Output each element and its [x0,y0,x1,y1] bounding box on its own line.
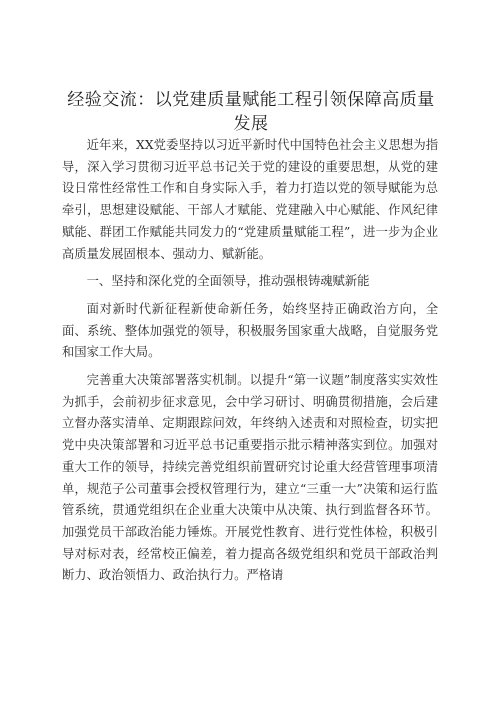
section-heading: 一、坚持和深化党的全面领导，推动强根铸魂赋新能 [86,274,370,289]
document-title: 经验交流：以党建质量赋能工程引领保障高质量发展 [67,90,435,134]
body-paragraph: 完善重大决策部署落实机制。以提升“第一议题”制度落实实效性为抓手，会前初步征求意见，会中学习研讨、明确贯彻措施，会后建立督办落实清单、定期跟踪问效，年终纳入述责和对照检查，切实把党中央决策部署和习近平总书记重要指示批示精神落实到位。加强对重大工作的领导，持续完善党组织前置研究讨论重大经营管理事项清单，规范子公司董事会授权管理行为，建立“三重一大”决策和运行监管系统，贯通党组织在企业重大决策中从决策、执行到监督各环节。加强党员干部政治能力锤炼。开展党性教育、进行党性体检，积极引导对标对表，经常校正偏差，着力提高各级党组织和党员干部政治判断力、政治领悟力、政治执行力。严格请 [62,373,438,583]
body-paragraph: 面对新时代新征程新使命新任务，始终坚持正确政治方向，全面、系统、整体加强党的领导，积极服务国家重大战略，自觉服务党和国家工作大局。 [62,301,438,360]
intro-paragraph: 近年来，XX党委坚持以习近平新时代中国特色社会主义思想为指导，深入学习贯彻习近平总书记关于党的建设的重要思想，从党的建设日常性经常性工作和自身实际入手，着力打造以党的领导赋能为总牵引，思想建设赋能、干部人才赋能、党建融入中心赋能、作风纪律赋能、群团工作赋能共同发力的“党建质量赋能工程”，进一步为企业高质量发展固根本、强动力、赋新能。 [62,138,438,261]
document-body [62,135,438,593]
